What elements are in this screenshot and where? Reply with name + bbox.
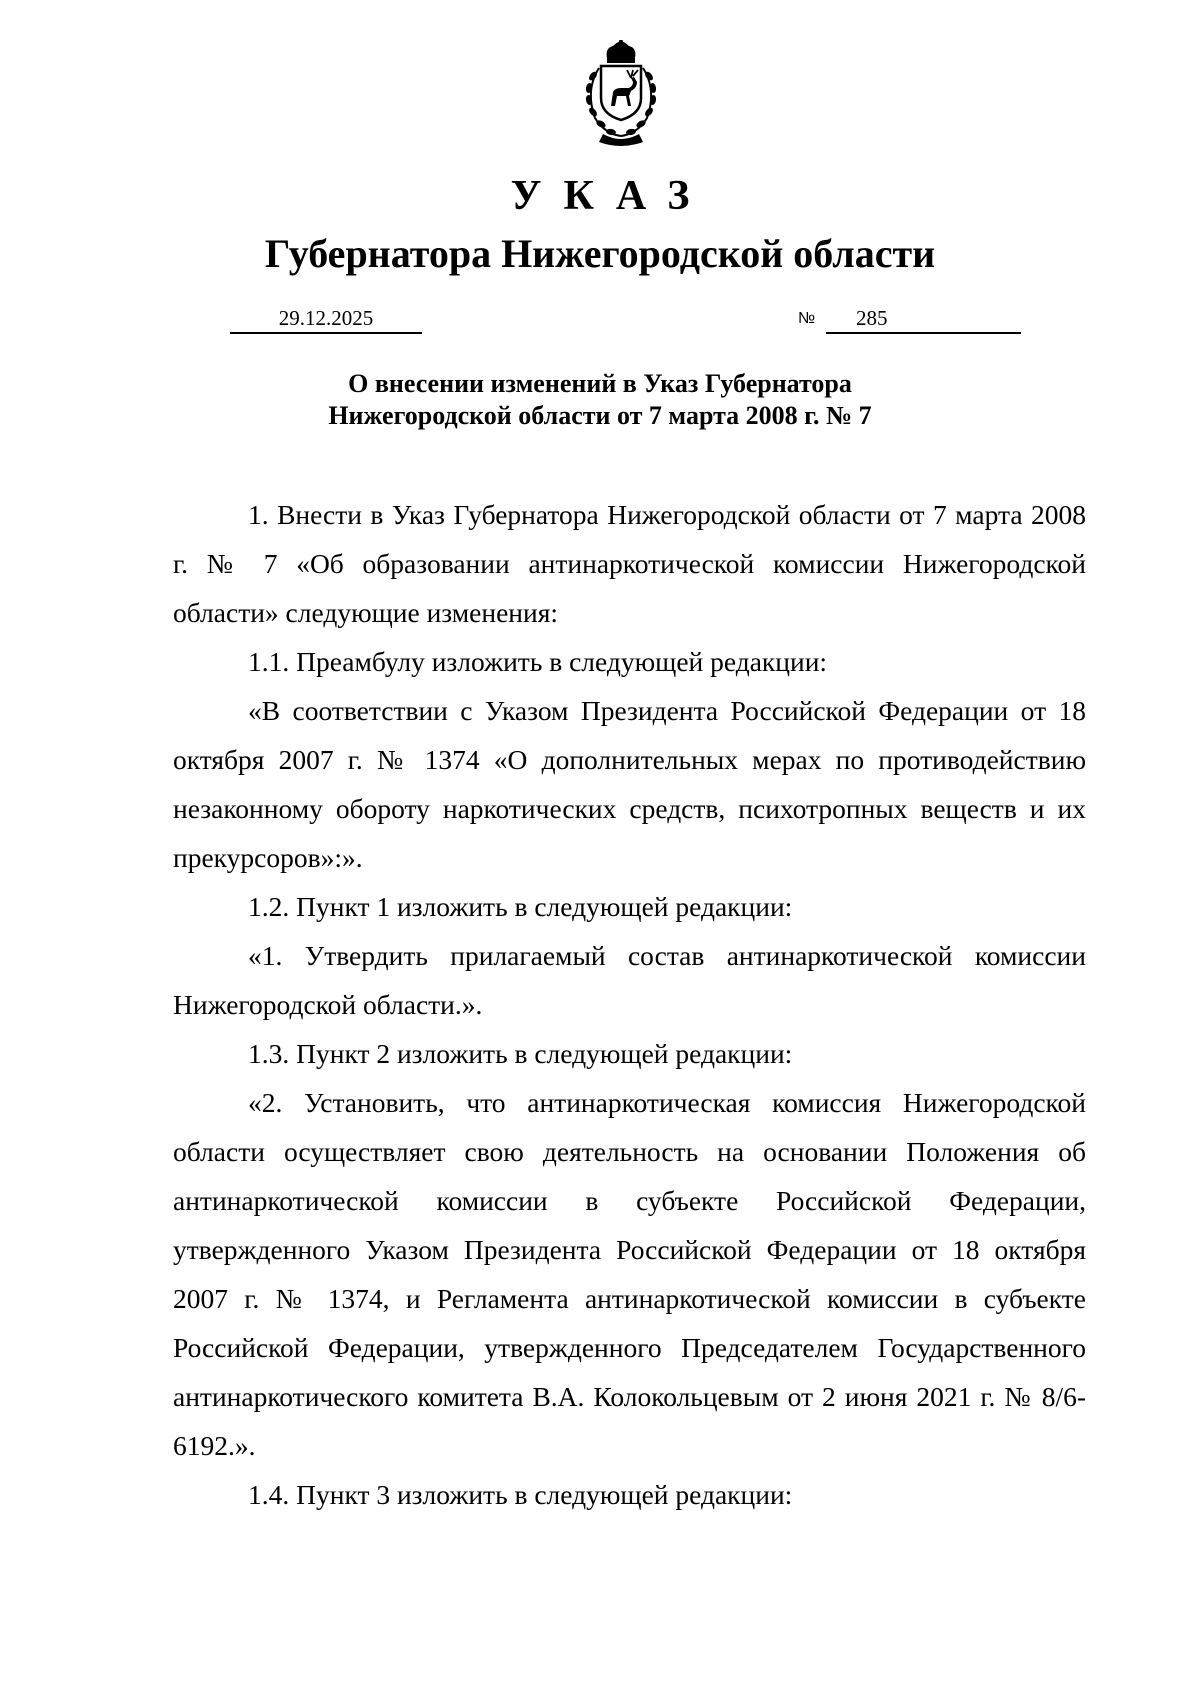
paragraph-point-1-text: «1. Утвердить прилагаемый состав антинаркотической комиссии Нижегородской области.». [173,940,1086,1020]
number-sign-label: № [798,310,816,327]
decree-date: 29.12.2025 [230,304,422,334]
paragraph-preamble-text: «В соответствии с Указом Президента Российской Федерации от 18 октября 2007 г. № 1374 «О дополнительных мерах по противодействию незаконному обороту наркотических средств, психотропных веществ и их прекурсоров»:». [173,695,1086,873]
paragraph-1-2: 1.2. Пункт 1 изложить в следующей редакции: [248,891,793,922]
paragraph-point-2-text: «2. Установить, что антинаркотическая комиссия Нижегородской области осуществляет свою деятельность на основании Положения об антинаркотической комиссии в субъекте Российской Федерации, утвержденного Указом Президента Российской Федерации от 18 октября 2007 г. № 1374, и Регламента антинаркотической комиссии в субъекте Российской Федерации, утвержденного Председателем Государственного антинаркотического комитета В.А. Колокольцевым от 2 июня 2021 г. № 8/6-6192.». [173,1087,1086,1461]
paragraph-1: 1. Внести в Указ Губернатора Нижегородской области от 7 марта 2008 г. № 7 «Об образовании антинаркотической комиссии Нижегородской области» следующие изменения: [173,499,1086,628]
paragraph-1-4: 1.4. Пункт 3 изложить в следующей редакции: [248,1479,793,1510]
paragraph-1-1: 1.1. Преамбулу изложить в следующей редакции: [248,646,828,677]
decree-number: 285 [856,306,888,330]
coat-of-arms-icon [571,40,671,148]
issuer-title: Губернатора Нижегородской области [264,231,936,276]
subject-line-1: О внесении изменений в Указ Губернатора [348,369,852,398]
subject-line-2: Нижегородской области от 7 марта 2008 г. № 7 [328,401,872,430]
decree-body [173,490,1086,1519]
paragraph-1-3: 1.3. Пункт 2 изложить в следующей редакции: [248,1038,793,1069]
decree-number-field [826,304,1021,334]
decree-title: УКАЗ [510,173,712,219]
decree-subject [0,368,1200,432]
